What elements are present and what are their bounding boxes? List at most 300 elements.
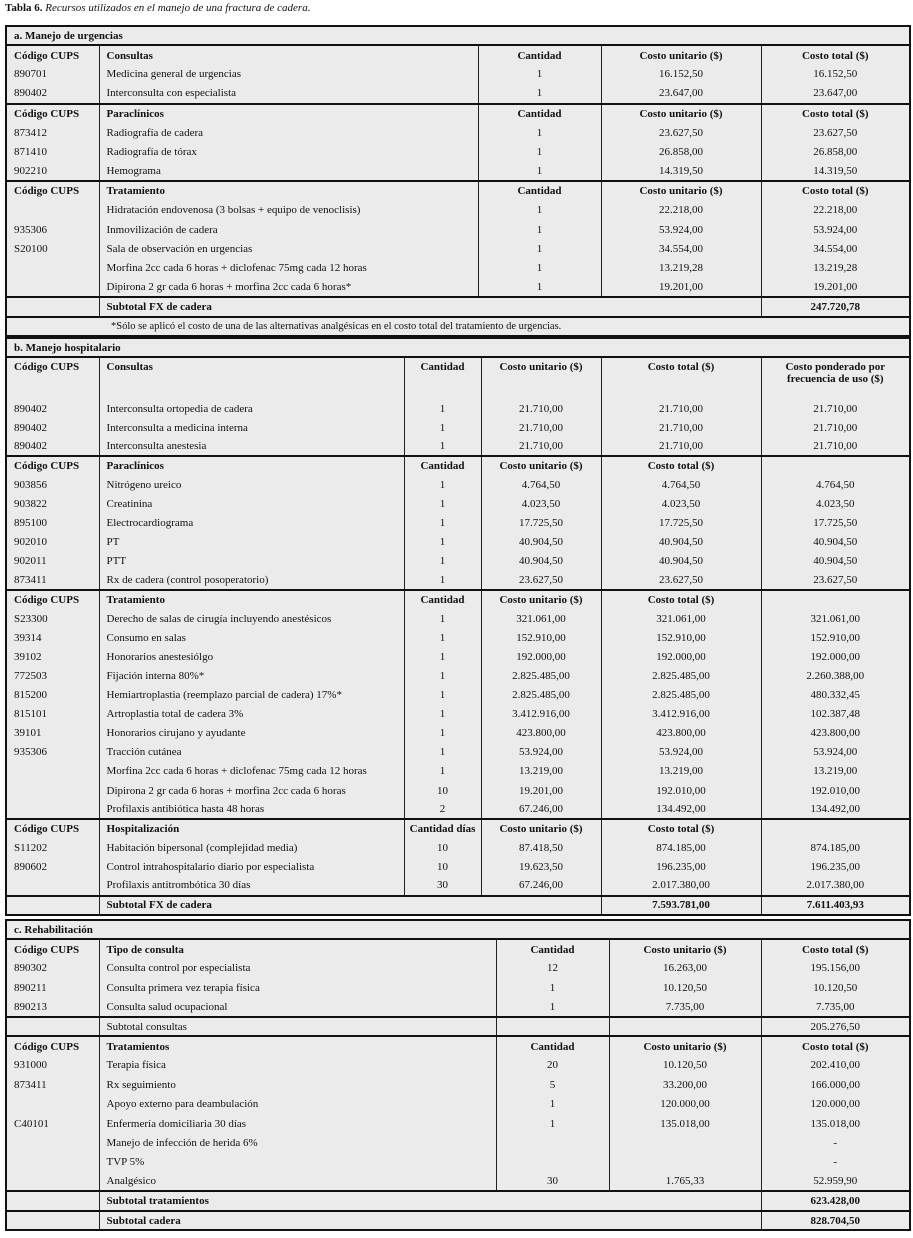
quantity-cell: 1 xyxy=(478,239,601,258)
header-total-cost-cell: Costo total ($) xyxy=(601,590,761,609)
subtotal-label: Subtotal FX de cadera xyxy=(99,297,761,316)
table-row xyxy=(6,514,910,533)
code-cell xyxy=(6,1172,99,1191)
weighted-cost-cell: 40.904,50 xyxy=(761,552,910,571)
header-quantity-cell: Cantidad xyxy=(404,357,481,399)
table-row xyxy=(6,418,910,437)
code-cell xyxy=(6,1153,99,1172)
unit-cost-cell xyxy=(609,1153,761,1172)
header-quantity-cell: Cantidad xyxy=(478,104,601,123)
total-cost-cell: 2.825.485,00 xyxy=(601,666,761,685)
header-description-cell: Paraclínicos xyxy=(99,456,404,475)
code-cell xyxy=(6,1211,99,1230)
total-cost-cell: 4.023,50 xyxy=(601,495,761,514)
code-cell: 39101 xyxy=(6,724,99,743)
total-cost-cell: 13.219,28 xyxy=(761,259,910,278)
quantity-cell: 1 xyxy=(496,978,609,997)
description-cell: Dipirona 2 gr cada 6 horas + morfina 2cc cada 6 horas xyxy=(99,781,404,800)
caption-title: Recursos utilizados en el manejo de una fractura de cadera. xyxy=(45,2,311,14)
code-cell: S20100 xyxy=(6,239,99,258)
quantity-cell: 1 xyxy=(404,705,481,724)
group-header-row xyxy=(6,939,910,958)
quantity-cell xyxy=(496,1153,609,1172)
total-cost-cell: 135.018,00 xyxy=(761,1114,910,1133)
quantity-cell: 30 xyxy=(404,876,481,895)
weighted-cost-cell: 21.710,00 xyxy=(761,418,910,437)
table-row xyxy=(6,533,910,552)
code-cell: 890211 xyxy=(6,978,99,997)
header-description-cell: Tipo de consulta xyxy=(99,939,496,958)
unit-cost-cell: 34.554,00 xyxy=(601,239,761,258)
quantity-cell: 1 xyxy=(478,201,601,220)
table-row xyxy=(6,857,910,876)
code-cell: 935306 xyxy=(6,743,99,762)
table-row xyxy=(6,142,910,161)
section-title: c. Rehabilitación xyxy=(6,920,910,939)
description-cell: PTT xyxy=(99,552,404,571)
total-cost-cell: 14.319,50 xyxy=(761,162,910,181)
subtotal-label: Subtotal tratamientos xyxy=(99,1191,761,1210)
description-cell: Radiografía de cadera xyxy=(99,123,478,142)
group-header-row xyxy=(6,357,910,399)
section-urgencias-table xyxy=(5,25,911,337)
weighted-cost-cell: 17.725,50 xyxy=(761,514,910,533)
code-cell xyxy=(6,1017,99,1036)
table-row xyxy=(6,978,910,997)
description-cell: Radiografía de tórax xyxy=(99,142,478,161)
section-title: b. Manejo hospitalario xyxy=(6,338,910,357)
weighted-cost-cell: 13.219,00 xyxy=(761,762,910,781)
quantity-cell: 1 xyxy=(404,743,481,762)
description-cell: Terapia física xyxy=(99,1056,496,1075)
description-cell: Profilaxis antibiótica hasta 48 horas xyxy=(99,800,404,819)
table-row xyxy=(6,781,910,800)
header-unit-cost-cell: Costo unitario ($) xyxy=(609,1036,761,1055)
description-cell: PT xyxy=(99,533,404,552)
header-code-cell: Código CUPS xyxy=(6,590,99,609)
quantity-cell: 1 xyxy=(404,437,481,456)
group-header-row xyxy=(6,1036,910,1055)
description-cell: Rx de cadera (control posoperatorio) xyxy=(99,571,404,590)
header-code-cell: Código CUPS xyxy=(6,357,99,399)
code-cell: 903822 xyxy=(6,495,99,514)
weighted-cost-cell: 152.910,00 xyxy=(761,628,910,647)
unit-cost-cell: 19.623,50 xyxy=(481,857,601,876)
quantity-cell: 1 xyxy=(496,998,609,1017)
description-cell: Hemiartroplastia (reemplazo parcial de cadera) 17%* xyxy=(99,686,404,705)
header-description-cell: Consultas xyxy=(99,45,478,64)
weighted-cost-cell: 196.235,00 xyxy=(761,857,910,876)
header-quantity-cell: Cantidad xyxy=(478,45,601,64)
quantity-cell: 1 xyxy=(404,647,481,666)
subtotal-row xyxy=(6,297,910,316)
description-cell: Interconsulta con especialista xyxy=(99,84,478,103)
total-cost-cell: 7.735,00 xyxy=(761,998,910,1017)
description-cell: Creatinina xyxy=(99,495,404,514)
quantity-cell: 1 xyxy=(478,259,601,278)
unit-cost-cell: 135.018,00 xyxy=(609,1114,761,1133)
total-cost-cell: 321.061,00 xyxy=(601,609,761,628)
code-cell: 871410 xyxy=(6,142,99,161)
unit-cost-cell xyxy=(609,1133,761,1152)
header-description-cell: Tratamientos xyxy=(99,1036,496,1055)
total-cost-cell: 202.410,00 xyxy=(761,1056,910,1075)
total-cost-cell: 40.904,50 xyxy=(601,552,761,571)
total-cost-cell: 22.218,00 xyxy=(761,201,910,220)
total-cost-cell: 196.235,00 xyxy=(601,857,761,876)
unit-cost-cell: 16.263,00 xyxy=(609,959,761,978)
code-cell: 39314 xyxy=(6,628,99,647)
description-cell: Consulta control por especialista xyxy=(99,959,496,978)
unit-cost-cell: 120.000,00 xyxy=(609,1095,761,1114)
quantity-cell xyxy=(496,1017,609,1036)
table-row xyxy=(6,220,910,239)
unit-cost-cell: 22.218,00 xyxy=(601,201,761,220)
unit-cost-cell: 4.023,50 xyxy=(481,495,601,514)
quantity-cell: 1 xyxy=(478,220,601,239)
description-cell: Honorarios anestesiólgo xyxy=(99,647,404,666)
table-row xyxy=(6,628,910,647)
description-cell: Tracción cutánea xyxy=(99,743,404,762)
unit-cost-cell: 21.710,00 xyxy=(481,418,601,437)
unit-cost-cell: 21.710,00 xyxy=(481,437,601,456)
total-cost-cell: 3.412.916,00 xyxy=(601,705,761,724)
total-cost-cell: 134.492,00 xyxy=(601,800,761,819)
description-cell: Enfermería domiciliaria 30 días xyxy=(99,1114,496,1133)
unit-cost-cell: 2.825.485,00 xyxy=(481,666,601,685)
code-cell: 902210 xyxy=(6,162,99,181)
quantity-cell: 10 xyxy=(404,781,481,800)
header-unit-cost-cell: Costo unitario ($) xyxy=(481,590,601,609)
quantity-cell: 5 xyxy=(496,1075,609,1094)
code-cell xyxy=(6,800,99,819)
header-quantity-cell: Cantidad xyxy=(496,1036,609,1055)
unit-cost-cell: 13.219,28 xyxy=(601,259,761,278)
total-cost-cell: 152.910,00 xyxy=(601,628,761,647)
header-description-cell: Hospitalización xyxy=(99,819,404,838)
table-row xyxy=(6,800,910,819)
group-header-row xyxy=(6,456,910,475)
weighted-cost-cell: 423.800,00 xyxy=(761,724,910,743)
table-row xyxy=(6,495,910,514)
quantity-cell: 1 xyxy=(404,628,481,647)
group-header-row xyxy=(6,590,910,609)
table-row xyxy=(6,1172,910,1191)
total-cost-cell: 874.185,00 xyxy=(601,838,761,857)
code-cell: 873411 xyxy=(6,1075,99,1094)
code-cell xyxy=(6,1133,99,1152)
code-cell: S11202 xyxy=(6,838,99,857)
quantity-cell: 20 xyxy=(496,1056,609,1075)
table-row xyxy=(6,123,910,142)
header-total-cost-cell: Costo total ($) xyxy=(761,104,910,123)
header-total-cost-cell: Costo total ($) xyxy=(601,456,761,475)
description-cell: Interconsulta a medicina interna xyxy=(99,418,404,437)
quantity-cell: 1 xyxy=(404,724,481,743)
unit-cost-cell: 53.924,00 xyxy=(601,220,761,239)
subtotal-total: 205.276,50 xyxy=(761,1017,910,1036)
table-caption xyxy=(5,2,310,14)
total-cost-cell: 166.000,00 xyxy=(761,1075,910,1094)
quantity-cell: 10 xyxy=(404,838,481,857)
header-total-cost-cell: Costo total ($) xyxy=(601,819,761,838)
quantity-cell: 1 xyxy=(404,552,481,571)
unit-cost-cell: 192.000,00 xyxy=(481,647,601,666)
group-header-row xyxy=(6,104,910,123)
code-cell: 873412 xyxy=(6,123,99,142)
subtotal-weighted: 7.611.403,93 xyxy=(761,896,910,915)
code-cell xyxy=(6,781,99,800)
section-title-row xyxy=(6,920,910,939)
weighted-cost-cell: 4.764,50 xyxy=(761,475,910,494)
header-code-cell: Código CUPS xyxy=(6,819,99,838)
description-cell: Analgésico xyxy=(99,1172,496,1191)
quantity-cell: 1 xyxy=(404,399,481,418)
code-cell: 935306 xyxy=(6,220,99,239)
code-cell: 39102 xyxy=(6,647,99,666)
description-cell: Consulta salud ocupacional xyxy=(99,998,496,1017)
weighted-cost-cell: 102.387,48 xyxy=(761,705,910,724)
description-cell: TVP 5% xyxy=(99,1153,496,1172)
unit-cost-cell: 53.924,00 xyxy=(481,743,601,762)
description-cell: Fijación interna 80%* xyxy=(99,666,404,685)
total-cost-cell: 4.764,50 xyxy=(601,475,761,494)
table-row xyxy=(6,239,910,258)
table-row xyxy=(6,666,910,685)
quantity-cell: 1 xyxy=(404,533,481,552)
quantity-cell: 1 xyxy=(404,666,481,685)
header-quantity-cell: Cantidad xyxy=(404,456,481,475)
header-total-cost-cell: Costo total ($) xyxy=(761,45,910,64)
total-cost-cell: 23.647,00 xyxy=(761,84,910,103)
unit-cost-cell: 67.246,00 xyxy=(481,800,601,819)
header-code-cell: Código CUPS xyxy=(6,181,99,200)
header-quantity-cell: Cantidad xyxy=(478,181,601,200)
subtotal-total: 828.704,50 xyxy=(761,1211,910,1230)
group-header-row xyxy=(6,45,910,64)
total-cost-cell: 17.725,50 xyxy=(601,514,761,533)
description-cell: Medicina general de urgencias xyxy=(99,65,478,84)
table-row xyxy=(6,762,910,781)
quantity-cell: 1 xyxy=(404,609,481,628)
description-cell: Profilaxis antitrombótica 30 días xyxy=(99,876,404,895)
code-cell: 890402 xyxy=(6,84,99,103)
weighted-cost-cell: 2.017.380,00 xyxy=(761,876,910,895)
code-cell: 890402 xyxy=(6,437,99,456)
subtotal-label: Subtotal FX de cadera xyxy=(99,896,601,915)
quantity-cell: 1 xyxy=(404,571,481,590)
subtotal-row xyxy=(6,1017,910,1036)
caption-label: Tabla 6. xyxy=(5,2,43,14)
unit-cost-cell: 17.725,50 xyxy=(481,514,601,533)
table-row xyxy=(6,571,910,590)
description-cell: Interconsulta anestesia xyxy=(99,437,404,456)
unit-cost-cell: 19.201,00 xyxy=(601,278,761,297)
weighted-cost-cell: 192.010,00 xyxy=(761,781,910,800)
subtotal-total: 623.428,00 xyxy=(761,1191,910,1210)
header-weighted-cost-cell xyxy=(761,590,910,609)
header-quantity-cell: Cantidad días xyxy=(404,819,481,838)
header-description-cell: Paraclínicos xyxy=(99,104,478,123)
unit-cost-cell: 33.200,00 xyxy=(609,1075,761,1094)
description-cell: Honorarios cirujano y ayudante xyxy=(99,724,404,743)
total-cost-cell: 192.010,00 xyxy=(601,781,761,800)
table-row xyxy=(6,162,910,181)
header-code-cell: Código CUPS xyxy=(6,1036,99,1055)
description-cell: Sala de observación en urgencias xyxy=(99,239,478,258)
total-cost-cell: 2.825.485,00 xyxy=(601,686,761,705)
description-cell: Morfina 2cc cada 6 horas + diclofenac 75mg cada 12 horas xyxy=(99,762,404,781)
table-row xyxy=(6,686,910,705)
quantity-cell: 2 xyxy=(404,800,481,819)
code-cell xyxy=(6,297,99,316)
unit-cost-cell: 67.246,00 xyxy=(481,876,601,895)
quantity-cell: 1 xyxy=(478,142,601,161)
code-cell: 815101 xyxy=(6,705,99,724)
total-cost-cell: 21.710,00 xyxy=(601,418,761,437)
total-cost-cell: 21.710,00 xyxy=(601,437,761,456)
unit-cost-cell: 26.858,00 xyxy=(601,142,761,161)
code-cell: S23300 xyxy=(6,609,99,628)
code-cell: 931000 xyxy=(6,1056,99,1075)
weighted-cost-cell: 40.904,50 xyxy=(761,533,910,552)
header-weighted-cost-cell xyxy=(761,819,910,838)
unit-cost-cell: 152.910,00 xyxy=(481,628,601,647)
header-total-cost-cell: Costo total ($) xyxy=(761,1036,910,1055)
header-unit-cost-cell: Costo unitario ($) xyxy=(601,45,761,64)
quantity-cell: 1 xyxy=(496,1095,609,1114)
code-cell xyxy=(6,896,99,915)
footnote: *Sólo se aplicó el costo de una de las alternativas analgésicas en el costo total del tratamiento de urgencias. xyxy=(6,317,910,336)
total-cost-cell: - xyxy=(761,1153,910,1172)
table-row xyxy=(6,724,910,743)
unit-cost-cell: 10.120,50 xyxy=(609,978,761,997)
table-row xyxy=(6,437,910,456)
total-cost-cell: 13.219,00 xyxy=(601,762,761,781)
header-unit-cost-cell: Costo unitario ($) xyxy=(601,104,761,123)
description-cell: Consulta primera vez terapia física xyxy=(99,978,496,997)
code-cell: C40101 xyxy=(6,1114,99,1133)
section-title-row xyxy=(6,26,910,45)
weighted-cost-cell: 21.710,00 xyxy=(761,399,910,418)
table-row xyxy=(6,552,910,571)
total-cost-cell: 423.800,00 xyxy=(601,724,761,743)
total-cost-cell: 192.000,00 xyxy=(601,647,761,666)
code-cell xyxy=(6,201,99,220)
subtotal-label: Subtotal cadera xyxy=(99,1211,761,1230)
weighted-cost-cell: 874.185,00 xyxy=(761,838,910,857)
total-cost-cell: 26.858,00 xyxy=(761,142,910,161)
quantity-cell: 1 xyxy=(496,1114,609,1133)
table-row xyxy=(6,705,910,724)
quantity-cell: 1 xyxy=(478,65,601,84)
table-row xyxy=(6,1095,910,1114)
group-header-row xyxy=(6,819,910,838)
description-cell: Inmovilización de cadera xyxy=(99,220,478,239)
header-code-cell: Código CUPS xyxy=(6,456,99,475)
table-row xyxy=(6,399,910,418)
code-cell: 873411 xyxy=(6,571,99,590)
unit-cost-cell: 2.825.485,00 xyxy=(481,686,601,705)
weighted-cost-cell: 21.710,00 xyxy=(761,437,910,456)
header-unit-cost-cell: Costo unitario ($) xyxy=(481,456,601,475)
header-total-cost-cell: Costo total ($) xyxy=(761,181,910,200)
description-cell: Derecho de salas de cirugía incluyendo anestésicos xyxy=(99,609,404,628)
total-cost-cell: 53.924,00 xyxy=(761,220,910,239)
description-cell: Apoyo externo para deambulación xyxy=(99,1095,496,1114)
table-row xyxy=(6,1056,910,1075)
section-rehabilitacion-table xyxy=(5,919,911,1231)
total-cost-cell: 16.152,50 xyxy=(761,65,910,84)
table-row xyxy=(6,201,910,220)
unit-cost-cell: 40.904,50 xyxy=(481,552,601,571)
weighted-cost-cell: 192.000,00 xyxy=(761,647,910,666)
code-cell xyxy=(6,1191,99,1210)
unit-cost-cell xyxy=(609,1017,761,1036)
total-cost-cell: - xyxy=(761,1133,910,1152)
unit-cost-cell: 3.412.916,00 xyxy=(481,705,601,724)
table-row xyxy=(6,1153,910,1172)
total-cost-cell: 40.904,50 xyxy=(601,533,761,552)
table-row xyxy=(6,84,910,103)
section-title: a. Manejo de urgencias xyxy=(6,26,910,45)
quantity-cell: 1 xyxy=(478,162,601,181)
header-weighted-cost-cell xyxy=(761,456,910,475)
unit-cost-cell: 23.647,00 xyxy=(601,84,761,103)
code-cell: 902010 xyxy=(6,533,99,552)
description-cell: Dipirona 2 gr cada 6 horas + morfina 2cc cada 6 horas* xyxy=(99,278,478,297)
total-cost-cell: 53.924,00 xyxy=(601,743,761,762)
description-cell: Morfina 2cc cada 6 horas + diclofenac 75mg cada 12 horas xyxy=(99,259,478,278)
weighted-cost-cell: 480.332,45 xyxy=(761,686,910,705)
code-cell xyxy=(6,762,99,781)
table-row xyxy=(6,838,910,857)
description-cell: Interconsulta ortopedia de cadera xyxy=(99,399,404,418)
quantity-cell: 1 xyxy=(478,123,601,142)
header-quantity-cell: Cantidad xyxy=(404,590,481,609)
unit-cost-cell: 16.152,50 xyxy=(601,65,761,84)
quantity-cell: 1 xyxy=(404,475,481,494)
unit-cost-cell: 321.061,00 xyxy=(481,609,601,628)
description-cell: Electrocardiograma xyxy=(99,514,404,533)
subtotal-row xyxy=(6,1191,910,1210)
table-row xyxy=(6,959,910,978)
table-row xyxy=(6,743,910,762)
total-cost-cell: 34.554,00 xyxy=(761,239,910,258)
unit-cost-cell: 14.319,50 xyxy=(601,162,761,181)
table-row xyxy=(6,876,910,895)
header-unit-cost-cell: Costo unitario ($) xyxy=(481,357,601,399)
table-row xyxy=(6,998,910,1017)
table-row xyxy=(6,259,910,278)
code-cell xyxy=(6,1095,99,1114)
code-cell xyxy=(6,876,99,895)
unit-cost-cell: 13.219,00 xyxy=(481,762,601,781)
header-code-cell: Código CUPS xyxy=(6,104,99,123)
code-cell: 890602 xyxy=(6,857,99,876)
header-weighted-cost-cell: Costo ponderado por frecuencia de uso ($) xyxy=(761,357,910,399)
quantity-cell: 10 xyxy=(404,857,481,876)
unit-cost-cell: 10.120,50 xyxy=(609,1056,761,1075)
header-unit-cost-cell: Costo unitario ($) xyxy=(601,181,761,200)
code-cell: 890402 xyxy=(6,399,99,418)
unit-cost-cell: 1.765,33 xyxy=(609,1172,761,1191)
subtotal-row xyxy=(6,896,910,915)
table-row xyxy=(6,65,910,84)
total-cost-cell: 10.120,50 xyxy=(761,978,910,997)
header-description-cell: Consultas xyxy=(99,357,404,399)
total-cost-cell: 23.627,50 xyxy=(761,123,910,142)
